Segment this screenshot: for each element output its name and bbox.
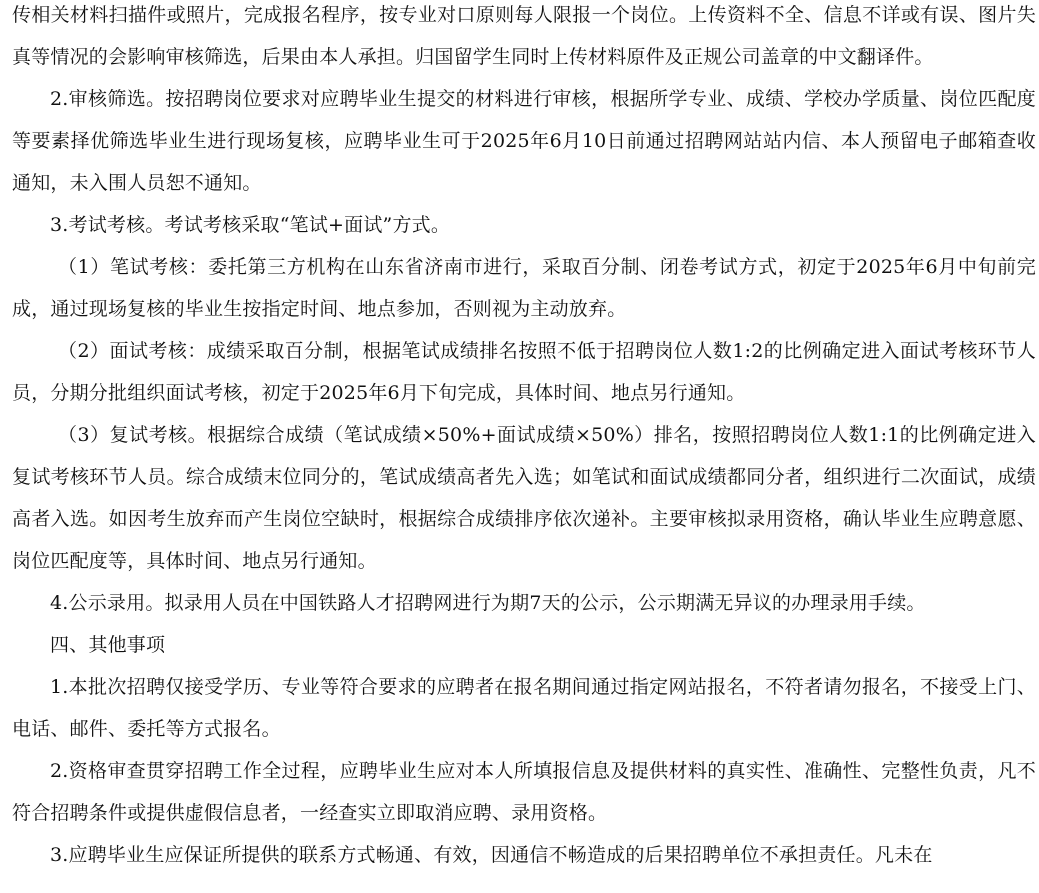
paragraph-re-examination: （3）复试考核。根据综合成绩（笔试成绩×50%+面试成绩×50%）排名，按照招聘岗位人数1:1的比例确定进入复试考核环节人员。综合成绩末位同分的，笔试成绩高者先入选；如笔试和面试成绩都同分者，组织进行二次面试，成绩高者入选。如因考生放弃而产生岗位空缺时，根据综合成绩排序依次递补。主要审核拟录用资格，确认毕业生应聘意愿、岗位匹配度等，具体时间、地点另行通知。	[12, 424, 1036, 572]
paragraph-publicity-hiring: 4.公示录用。拟录用人员在中国铁路人才招聘网进行为期7天的公示，公示期满无异议的办理录用手续。	[50, 592, 926, 614]
paragraph-registration-channel: 1.本批次招聘仅接受学历、专业等符合要求的应聘者在报名期间通过指定网站报名，不符者请勿报名，不接受上门、电话、邮件、委托等方式报名。	[12, 676, 1036, 740]
section-heading-other-matters: 四、其他事项	[50, 634, 166, 656]
paragraph-exam-assessment: 3.考试考核。考试考核采取“笔试+面试”方式。	[50, 214, 451, 236]
paragraph-review-screening: 2.审核筛选。按招聘岗位要求对应聘毕业生提交的材料进行审核，根据所学专业、成绩、学校办学质量、岗位匹配度等要素择优筛选毕业生进行现场复核，应聘毕业生可于2025年6月10日前通过招聘网站站内信、本人预留电子邮箱查收通知，未入围人员恕不通知。	[12, 88, 1036, 194]
paragraph-qualification-review: 2.资格审查贯穿招聘工作全过程，应聘毕业生应对本人所填报信息及提供材料的真实性、准确性、完整性负责，凡不符合招聘条件或提供虚假信息者，一经查实立即取消应聘、录用资格。	[12, 760, 1036, 824]
paragraph-written-exam: （1）笔试考核：委托第三方机构在山东省济南市进行，采取百分制、闭卷考试方式，初定于2025年6月中旬前完成，通过现场复核的毕业生按指定时间、地点参加，否则视为主动放弃。	[12, 256, 1036, 320]
paragraph-interview: （2）面试考核：成绩采取百分制，根据笔试成绩排名按照不低于招聘岗位人数1:2的比例确定进入面试考核环节人员，分期分批组织面试考核，初定于2025年6月下旬完成，具体时间、地点另行通知。	[12, 340, 1036, 404]
paragraph-contact-info: 3.应聘毕业生应保证所提供的联系方式畅通、有效，因通信不畅造成的后果招聘单位不承担责任。凡未在	[50, 844, 933, 866]
document-body	[12, 0, 1036, 876]
paragraph-materials-upload: 传相关材料扫描件或照片，完成报名程序，按专业对口原则每人限报一个岗位。上传资料不全、信息不详或有误、图片失真等情况的会影响审核筛选，后果由本人承担。归国留学生同时上传材料原件及正规公司盖章的中文翻译件。	[12, 4, 1036, 68]
